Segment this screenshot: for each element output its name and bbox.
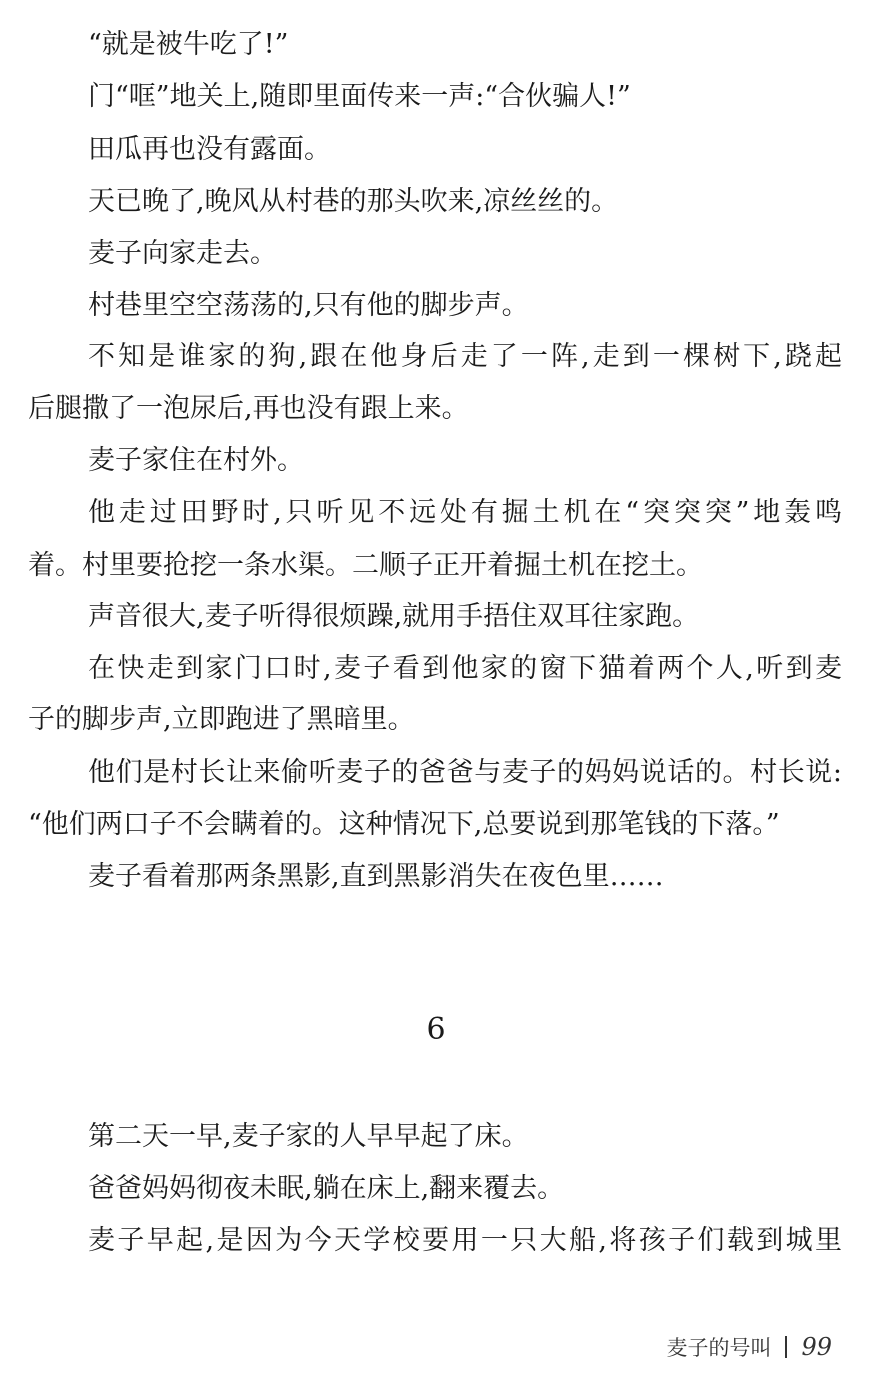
text-line: 村巷里空空荡荡的,只有他的脚步声。: [88, 290, 529, 321]
text-line: 在快走到家门口时,麦子看到他家的窗下猫着两个人,听到麦: [88, 653, 842, 684]
text-line: 子的脚步声,立即跑进了黑暗里。: [28, 704, 415, 735]
text-line: 第二天一早,麦子家的人早早起了床。: [88, 1121, 529, 1152]
text-line: 麦子早起,是因为今天学校要用一只大船,将孩子们载到城里: [88, 1225, 842, 1256]
text-line: 麦子向家走去。: [88, 238, 277, 269]
text-line: 着。村里要抢挖一条水渠。二顺子正开着掘土机在挖土。: [28, 550, 703, 581]
text-line: 门“哐”地关上,随即里面传来一声:“合伙骗人!”: [88, 81, 631, 112]
page-number: 99: [801, 1333, 832, 1361]
text-line: 声音很大,麦子听得很烦躁,就用手捂住双耳往家跑。: [88, 601, 700, 632]
text-line: 麦子看着那两条黑影,直到黑影消失在夜色里……: [88, 861, 664, 892]
text-line: “就是被牛吃了!”: [88, 29, 289, 60]
text-line: 他们是村长让来偷听麦子的爸爸与麦子的妈妈说话的。村长说:: [88, 757, 842, 788]
text-line: 他走过田野时,只听见不远处有掘土机在“突突突”地轰鸣: [88, 497, 842, 528]
chapter-number: 6: [426, 1012, 446, 1047]
text-line: 不知是谁家的狗,跟在他身后走了一阵,走到一棵树下,跷起: [88, 341, 842, 372]
text-line: 麦子家住在村外。: [88, 445, 304, 476]
page-footer: [666, 1332, 832, 1362]
text-line: 田瓜再也没有露面。: [88, 134, 331, 165]
text-line: 爸爸妈妈彻夜未眠,躺在床上,翻来覆去。: [88, 1173, 565, 1204]
divider: [785, 1336, 787, 1358]
book-title: 麦子的号叫: [666, 1336, 772, 1360]
text-line: 后腿撒了一泡尿后,再也没有跟上来。: [28, 393, 469, 424]
text-line: “他们两口子不会瞒着的。这种情况下,总要说到那笔钱的下落。”: [28, 809, 780, 840]
text-line: 天已晚了,晚风从村巷的那头吹来,凉丝丝的。: [88, 186, 619, 217]
